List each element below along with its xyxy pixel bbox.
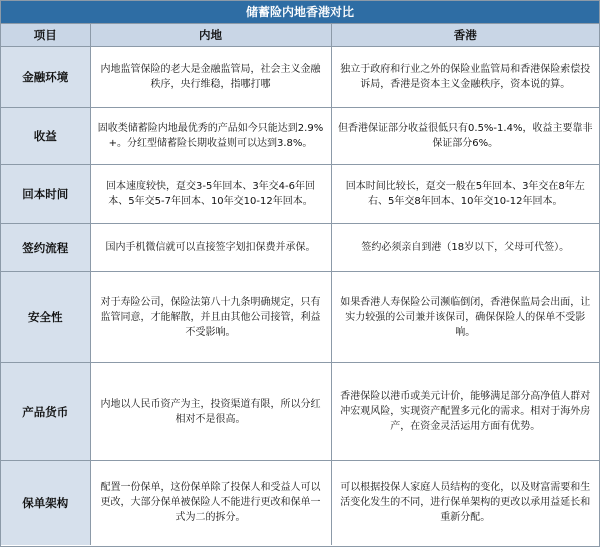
hongkong-cell: 回本时间比较长，趸交一般在5年回本、3年交在8年左右、5年交8年回本、10年交10-12年回本。 (331, 165, 599, 224)
table-row (1, 108, 599, 165)
row-label: 回本时间 (1, 165, 90, 224)
hongkong-cell: 如果香港人寿保险公司濒临倒闭，香港保监局会出面，让实力较强的公司兼并该保司，确保保险人的保单不受影响。 (331, 272, 599, 363)
table-row (1, 47, 599, 108)
table-row (1, 224, 599, 272)
table-row (1, 363, 599, 461)
hongkong-cell: 香港保险以港币或美元计价，能够满足部分高净值人群对冲宏观风险，实现资产配置多元化的需求。相对于海外房产，在资金灵活运用方面有优势。 (331, 363, 599, 461)
mainland-cell: 对于寿险公司，保险法第八十九条明确规定，只有监管同意，才能解散，并且由其他公司接管，利益不受影响。 (90, 272, 331, 363)
row-label: 产品货币 (1, 363, 90, 461)
row-label: 金融环境 (1, 47, 90, 108)
row-label: 保单架构 (1, 461, 90, 545)
table-row (1, 165, 599, 224)
table-row (1, 461, 599, 545)
mainland-cell: 内地监管保险的老大是金融监管局，社会主义金融秩序，央行维稳，指哪打哪 (90, 47, 331, 108)
header-hongkong: 香港 (331, 24, 599, 47)
header-mainland: 内地 (90, 24, 331, 47)
hongkong-cell: 可以根据投保人家庭人员结构的变化，以及财富需要和生活变化发生的不同，进行保单架构的更改以承用益延长和重新分配。 (331, 461, 599, 545)
table-row (1, 272, 599, 363)
document-title: 储蓄险内地香港对比 (1, 1, 599, 24)
header-row (1, 24, 599, 47)
mainland-cell: 国内手机微信就可以直接签字划扣保费并承保。 (90, 224, 331, 272)
comparison-table (1, 24, 599, 545)
row-label: 签约流程 (1, 224, 90, 272)
header-item: 项目 (1, 24, 90, 47)
mainland-cell: 内地以人民币资产为主，投资渠道有限，所以分红相对不是很高。 (90, 363, 331, 461)
row-label: 收益 (1, 108, 90, 165)
hongkong-cell: 独立于政府和行业之外的保险业监管局和香港保险索偿投诉局，香港是资本主义金融秩序，资本说的算。 (331, 47, 599, 108)
hongkong-cell: 签约必须亲自到港（18岁以下，父母可代签）。 (331, 224, 599, 272)
row-label: 安全性 (1, 272, 90, 363)
mainland-cell: 固收类储蓄险内地最优秀的产品如今只能达到2.9%+。分红型储蓄险长期收益则可以达到3.8%。 (90, 108, 331, 165)
mainland-cell: 配置一份保单，这份保单除了投保人和受益人可以更改，大部分保单被保险人不能进行更改和保单一式为二的拆分。 (90, 461, 331, 545)
mainland-cell: 回本速度较快，趸交3-5年回本、3年交4-6年回本、5年交5-7年回本、10年交10-12年回本。 (90, 165, 331, 224)
hongkong-cell: 但香港保证部分收益很低只有0.5%-1.4%，收益主要靠非保证部分6%。 (331, 108, 599, 165)
